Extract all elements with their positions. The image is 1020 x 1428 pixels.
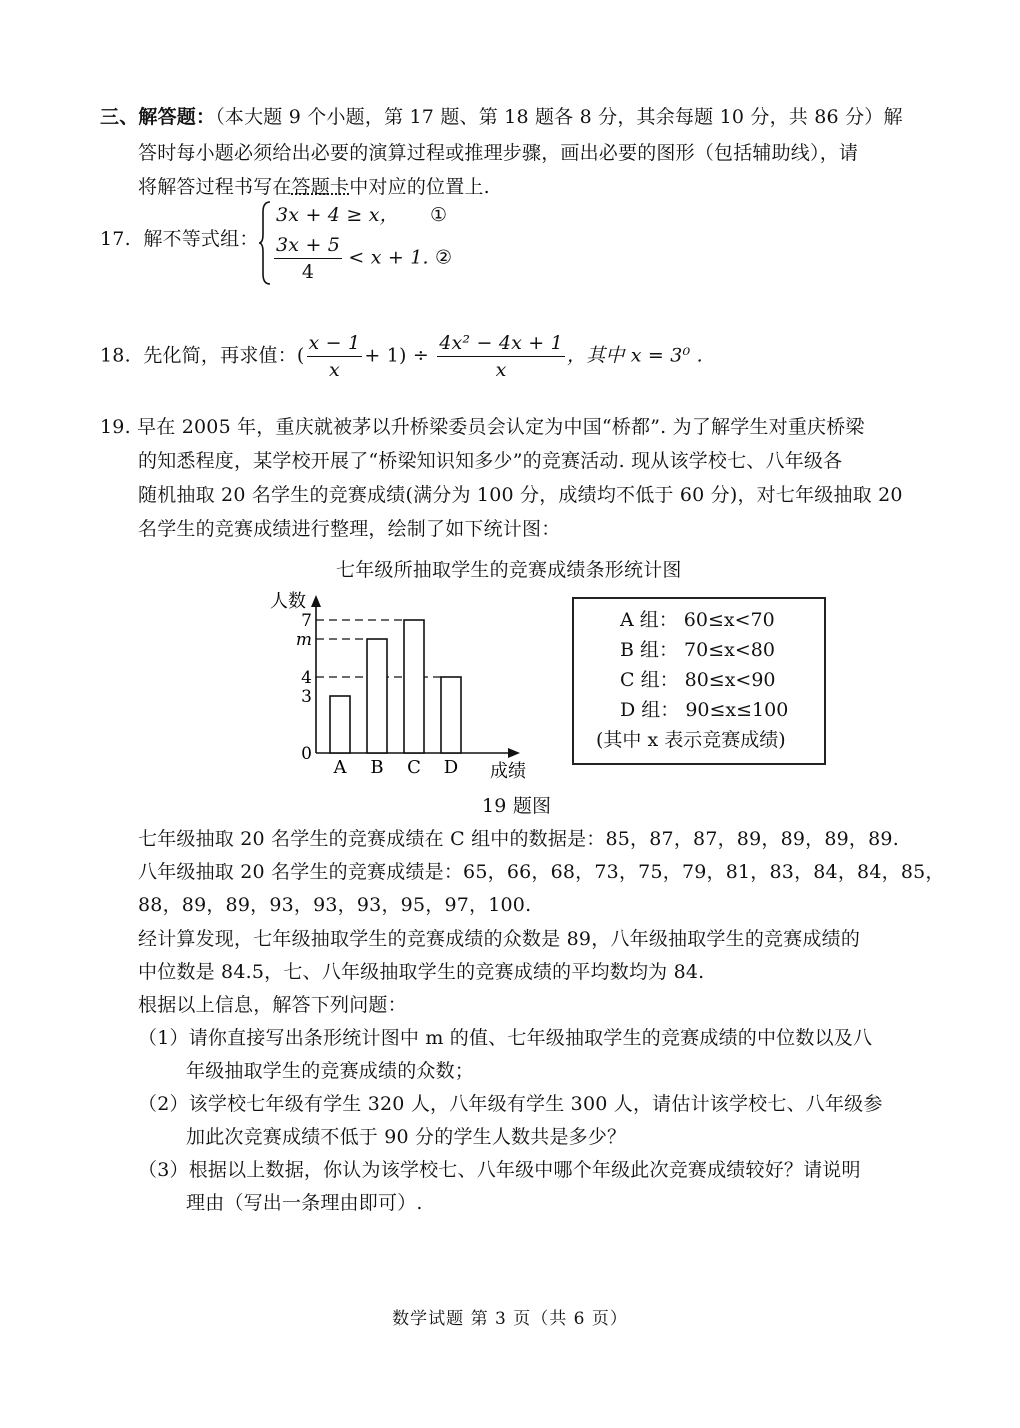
legend-a: A 组： 60≤x<70 [620,609,775,631]
q19-sub1-line-1: （1）请你直接写出条形统计图中 m 的值、七年级抽取学生的竞赛成绩的中位数以及八 [138,1027,873,1049]
q19-calc-line-1: 经计算发现，七年级抽取学生的竞赛成绩的众数是 89，八年级抽取学生的竞赛成绩的 [138,928,861,950]
q19-sub3-line-1: （3）根据以上数据，你认为该学校七、八年级中哪个年级此次竞赛成绩较好？请说明 [138,1159,861,1181]
q19-para-line-2: 的知悉程度，某学校开展了“桥梁知识知多少”的竞赛活动. 现从该学校七、八年级各 [138,450,843,472]
q19-sub1-line-2: 年级抽取学生的竞赛成绩的众数； [186,1060,475,1082]
x-tick-A: A [333,757,347,778]
q19-sub2-line-1: （2）该学校七年级有学生 320 人，八年级有学生 300 人，请估计该学校七、八年级参 [138,1093,883,1115]
y-axis-arrow-icon [311,595,321,607]
x-tick-C: C [407,757,421,778]
q19-data-line-3: 88，89，89，93，93，93，95，97，100. [138,894,532,916]
y-tick-0: 0 [301,744,312,764]
legend-b: B 组： 70≤x<80 [620,639,775,661]
y-tick-3: 3 [301,687,312,707]
x-axis-label: 成绩 [490,761,526,782]
q19-calc-line-2: 中位数是 84.5，七、八年级抽取学生的竞赛成绩的平均数均为 84. [138,961,705,983]
legend-c: C 组： 80≤x<90 [620,669,776,691]
page-footer: 数学试题 第 3 页（共 6 页） [392,1309,628,1329]
y-tick-7: 7 [301,611,312,631]
legend-box [572,597,826,765]
section-heading: 三、解答题： [100,106,216,128]
bar-A [330,696,350,753]
legend-note: (其中 x 表示竞赛成绩) [596,729,786,751]
q19-data-line-1: 七年级抽取 20 名学生的竞赛成绩在 C 组中的数据是：85，87，87，89，89，89，89. [138,828,899,850]
q19-data-line-2: 八年级抽取 20 名学生的竞赛成绩是：65，66，68，73，75，79，81，83，84，84，85， [138,861,945,883]
chart-title: 七年级所抽取学生的竞赛成绩条形统计图 [336,559,682,581]
bar-B [367,639,387,753]
bar-D [441,677,461,753]
q17-inequality-1: 3x + 4 ≥ x， ① [276,204,448,226]
q19-para-line-1: 19. 早在 2005 年，重庆就被茅以升桥梁委员会认定为中国“桥都”. 为了解学生对重庆桥梁 [100,416,865,438]
x-axis-arrow-icon [508,748,520,758]
section-intro-line-2: 答时每小题必须给出必要的演算过程或推理步骤，画出必要的图形（包括辅助线），请 [138,142,859,164]
bar-C [404,620,424,753]
q19-ask: 根据以上信息，解答下列问题： [138,994,407,1016]
bar-chart [268,585,538,785]
q19-para-line-4: 名学生的竞赛成绩进行整理，绘制了如下统计图： [138,518,561,540]
q19-sub2-line-2: 加此次竞赛成绩不低于 90 分的学生人数共是多少？ [186,1126,627,1148]
y-tick-4: 4 [301,668,312,688]
figure-caption: 19 题图 [482,795,552,817]
q19-sub3-line-2: 理由（写出一条理由即可）. [186,1192,423,1214]
section-intro-line-1: 三、解答题：（本大题 9 个小题，第 17 题、第 18 题各 8 分，其余每题 10 分，共 86 分）解 [100,106,903,128]
y-axis-label: 人数 [270,591,306,612]
answer-card-emphasis: 答题卡 [291,176,350,198]
x-tick-D: D [443,757,459,778]
q18-line: 18. 先化简，再求值：( $\frac{x - 1}{x}$ + 1) ÷ $\frac{\text{4x² − 4x + 1}}{x}$ ，其中 x = 3⁰ . [100,332,703,381]
brace-icon [258,200,272,286]
q17-label: 17. 解不等式组： [100,228,259,250]
section-intro-line-3: 将解答过程书写在答题卡中对应的位置上. [138,176,490,198]
legend-d: D 组： 90≤x≤100 [620,699,789,721]
y-tick-m: m [295,630,312,650]
q17-inequality-2: $\frac{3x + 5}{4}$ < x + 1. ② [276,234,453,283]
x-tick-B: B [370,757,384,778]
q19-para-line-3: 随机抽取 20 名学生的竞赛成绩(满分为 100 分，成绩均不低于 60 分)，对七年级抽取 20 [138,484,903,506]
